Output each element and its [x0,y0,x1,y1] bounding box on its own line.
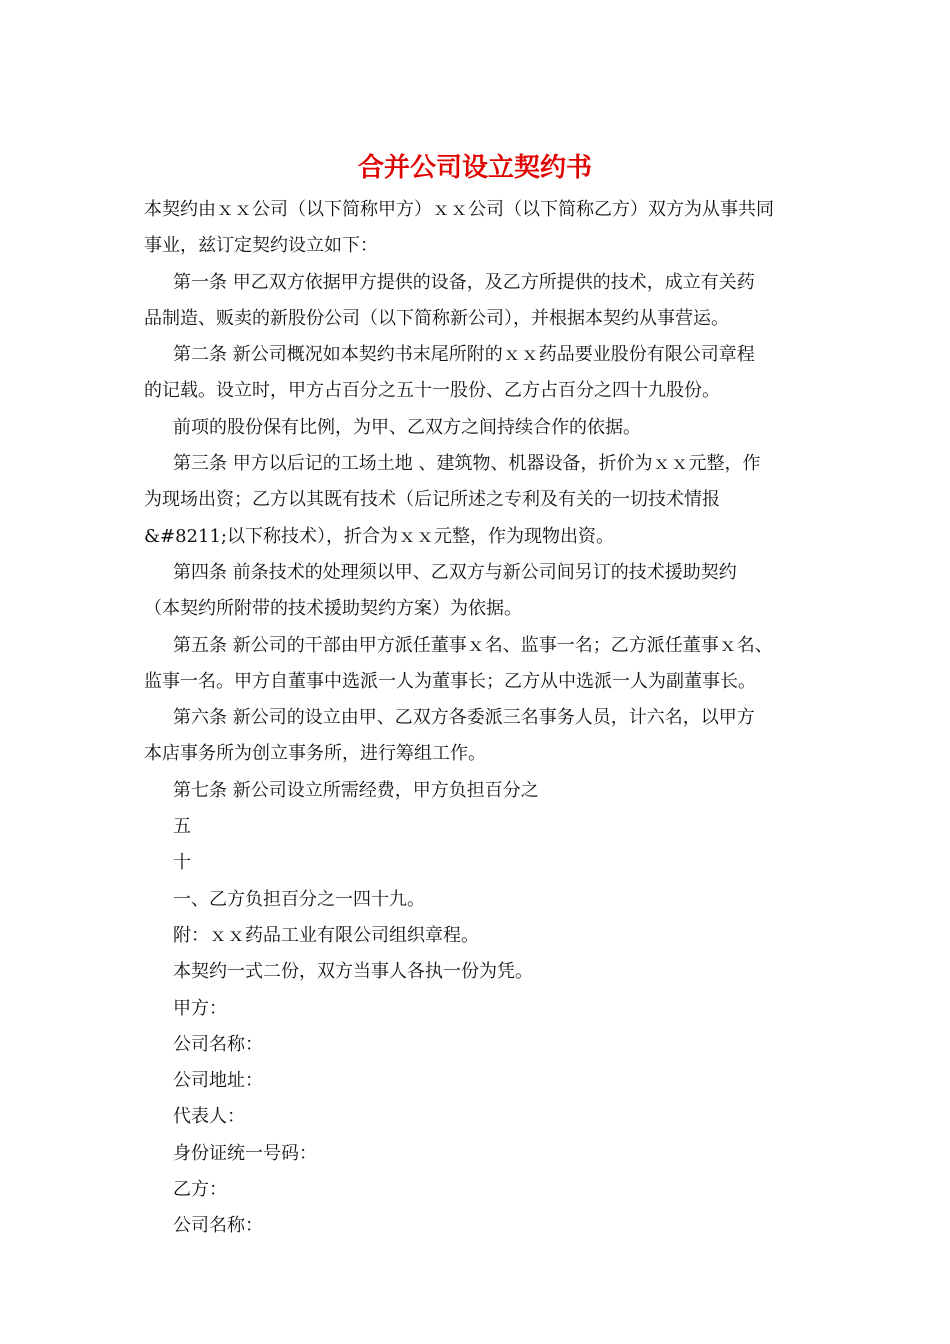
document-line: 五 [173,816,191,838]
document-line: 为现场出资；乙方以其既有技术（后记所述之专利及有关的一切技术情报 [144,489,720,511]
document-line: （本契约所附带的技术援助契约方案）为依据。 [144,598,522,620]
document-line: 公司名称： [173,1033,263,1055]
document-line: 附：ｘｘ药品工业有限公司组织章程。 [173,924,479,946]
document-line: 第三条 甲方以后记的工场土地 、建筑物、机器设备，折价为ｘｘ元整，作 [173,453,761,475]
document-line: &#8211;以下称技术），折合为ｘｘ元整，作为现物出资。 [144,525,614,547]
document-line: 第五条 新公司的干部由甲方派任董事ｘ名、监事一名；乙方派任董事ｘ名、 [173,634,773,656]
document-line: 监事一名。甲方自董事中选派一人为董事长；乙方从中选派一人为副董事长。 [144,670,756,692]
document-line: 第二条 新公司概况如本契约书末尾所附的ｘｘ药品要业股份有限公司章程 [173,344,755,366]
document-line: 品制造、贩卖的新股份公司（以下简称新公司），并根据本契约从事营运。 [144,307,729,329]
document-body [144,192,808,1245]
document-line: 事业，兹订定契约设立如下： [144,235,378,257]
document-line: 一、乙方负担百分之一四十九。 [173,888,425,910]
document-line: 前项的股份保有比例，为甲、乙双方之间持续合作的依据。 [173,416,641,438]
document-line: 甲方： [173,997,227,1019]
document-title: 合并公司设立契约书 [357,153,592,183]
document-line: 本店事务所为创立事务所，进行筹组工作。 [144,743,486,765]
document-line: 十 [173,852,191,874]
document-line: 第一条 甲乙双方依据甲方提供的设备，及乙方所提供的技术，成立有关药 [173,271,755,293]
document-line: 第四条 前条技术的处理须以甲、乙双方与新公司间另订的技术援助契约 [173,561,737,583]
document-line: 乙方： [173,1179,227,1201]
document-line: 的记载。设立时，甲方占百分之五十一股份、乙方占百分之四十九股份。 [144,380,720,402]
document-line: 本契约由ｘｘ公司（以下简称甲方）ｘｘ公司（以下简称乙方）双方为从事共同 [144,199,774,220]
document-line: 公司名称： [173,1215,263,1237]
document-line: 第六条 新公司的设立由甲、乙双方各委派三名事务人员，计六名，以甲方 [173,707,755,729]
document-line: 公司地址： [173,1070,263,1092]
document-line: 第七条 新公司设立所需经费，甲方负担百分之 [173,779,539,801]
document-line: 本契约一式二份，双方当事人各执一份为凭。 [173,961,533,983]
document-line: 身份证统一号码： [173,1142,317,1164]
document-line: 代表人： [173,1106,245,1128]
